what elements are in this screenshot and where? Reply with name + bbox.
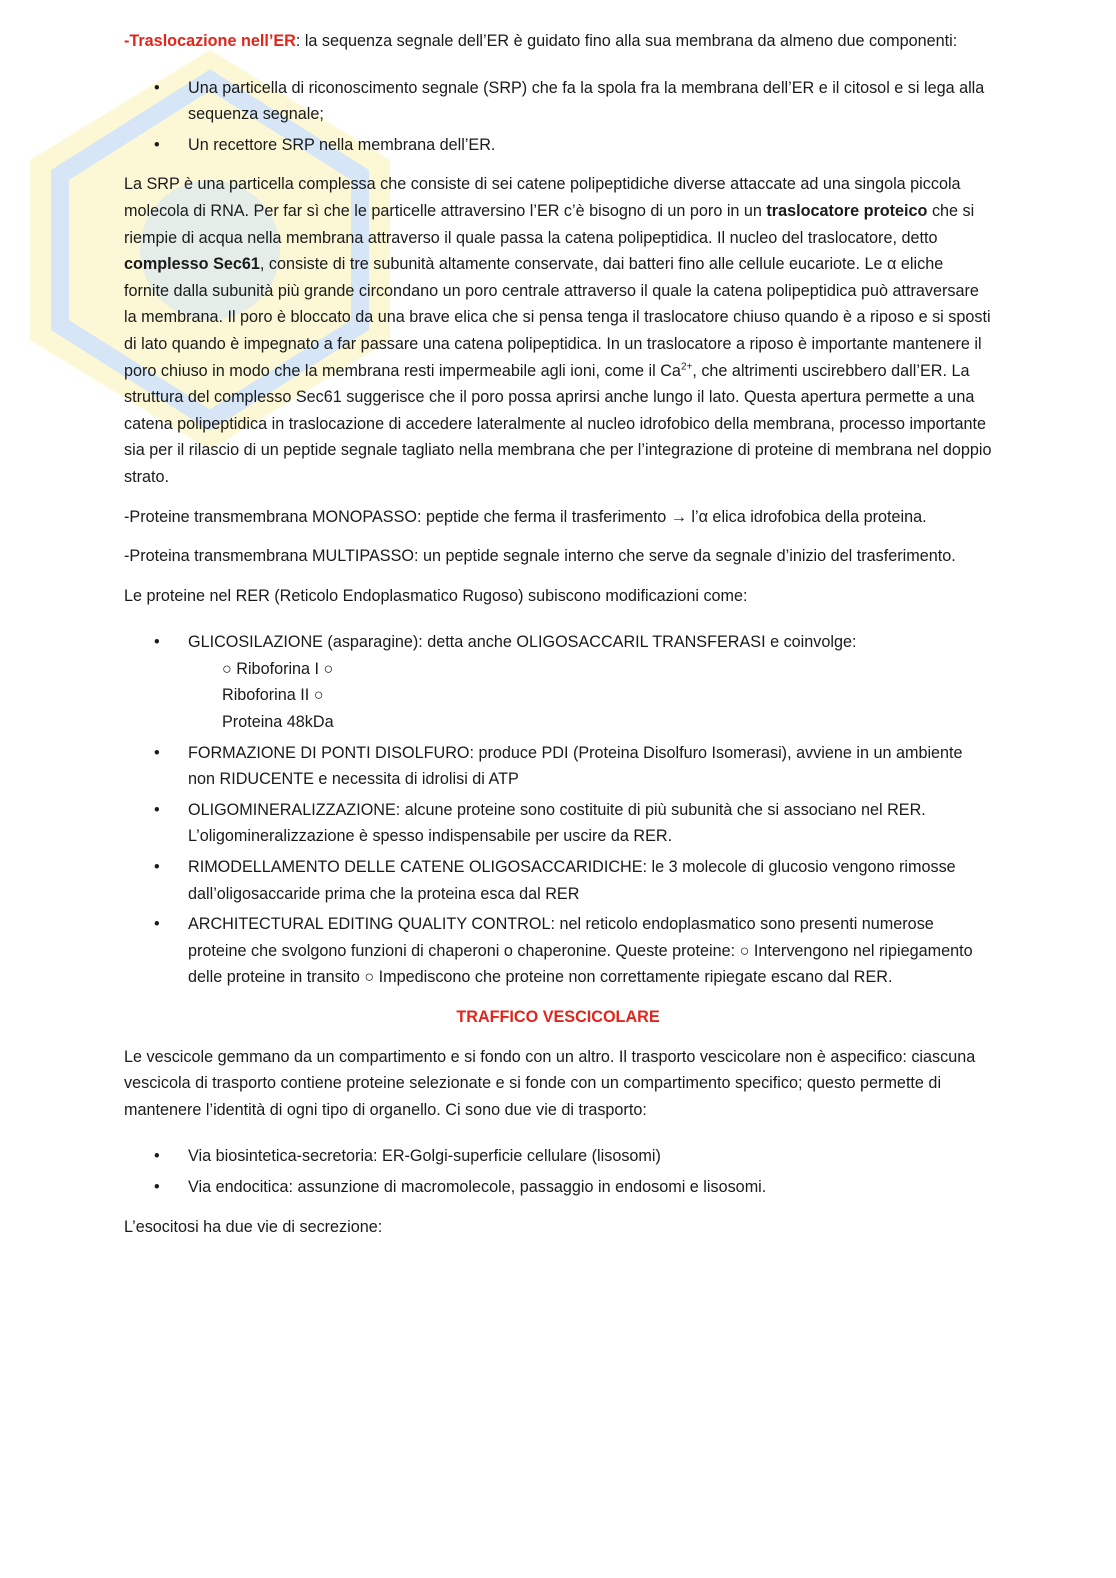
transport-routes-list <box>124 1143 992 1200</box>
list-item: • Via endocitica: assunzione di macromolecole, passaggio in endosomi e lisosomi. <box>124 1174 992 1201</box>
glico-sub-item: Riboforina II ○ <box>222 686 324 705</box>
list-item: • OLIGOMINERALIZZAZIONE: alcune proteine sono costituite di più subunità che si associano nel RER. L’oligomineralizzazione è spesso indispensabile per uscire da RER. <box>124 797 992 850</box>
monopasso-text: -Proteine transmembrana MONOPASSO: peptide che ferma il trasferimento <box>124 507 671 526</box>
srp-bold-sec61: complesso Sec61 <box>124 255 260 274</box>
srp-text-4: , che altrimenti uscirebbero dall’ER. La struttura del complesso Sec61 suggerisce che il poro possa aprirsi anche lungo il lato. Questa apertura permette a una catena polipeptidica in traslocazione di accedere lateralmente al nucleo idrofobico della membrana, processo importante sia per il rilascio di un peptide segnale tagliato nella membrana che per l’integrazione di proteine di membrana nel doppio strato. <box>124 361 992 486</box>
exocytosis-paragraph: L’esocitosi ha due vie di secrezione: <box>124 1217 383 1236</box>
monopasso-text-end: l’α elica idrofobica della proteina. <box>686 507 927 526</box>
list-item: • Via biosintetica-secretoria: ER-Golgi-superficie cellulare (lisosomi) <box>124 1143 992 1170</box>
srp-bold-traslocatore: traslocatore proteico <box>766 201 928 220</box>
srp-text-1: La SRP è una particella complessa che consiste di sei catene polipeptidiche diverse attaccate ad una singola piccola molecola di RNA. Per far sì che le particelle attraversino l’ER c’è bisogno di un poro in un <box>124 175 961 220</box>
traffic-heading: TRAFFICO VESCICOLARE <box>456 1008 660 1026</box>
srp-components-list <box>124 75 992 159</box>
translocation-intro-text: : la sequenza segnale dell’ER è guidato fino alla sua membrana da almeno due componenti: <box>295 32 958 50</box>
translocation-heading: -Traslocazione nell’ER <box>124 32 296 50</box>
srp-text-3: , consiste di tre subunità altamente conservate, dai batteri fino alle cellule eucariote. Le α eliche fornite dalla subunità più grande circondano un poro centrale attraverso il quale la catena polipeptidica può attraversare la membrana. Il poro è bloccato da una brave elica che si pensa tenga il traslocatore chiuso quando è a riposo e si sposti di lato quando è impegnato a far passare una catena polipeptidica. In un traslocatore a riposo è importante mantenere il poro chiuso in modo che la membrana resti impermeabile agli ioni, come il Ca <box>124 255 991 380</box>
list-item: • ARCHITECTURAL EDITING QUALITY CONTROL: nel reticolo endoplasmatico sono presenti numerose proteine che svolgono funzioni di chaperoni o chaperonine. Queste proteine: ○ Intervengono nel ripiegamento delle proteine in transito ○ Impediscono che proteine non correttamente ripiegate escano dal RER. <box>124 911 992 991</box>
multipasso-paragraph: -Proteina transmembrana MULTIPASSO: un peptide segnale interno che serve da segnale d’inizio del trasferimento. <box>124 547 956 566</box>
srp-paragraph <box>124 171 992 490</box>
document-page <box>124 28 992 1253</box>
monopasso-paragraph <box>124 504 992 531</box>
list-item: • FORMAZIONE DI PONTI DISOLFURO: produce PDI (Proteina Disolfuro Isomerasi), avviene in un ambiente non RIDUCENTE e necessita di idrolisi di ATP <box>124 740 992 793</box>
list-item: • Una particella di riconoscimento segnale (SRP) che fa la spola fra la membrana dell’ER e il citosol e si lega alla sequenza segnale; <box>124 75 992 128</box>
list-item <box>124 629 992 735</box>
glico-text: • GLICOSILAZIONE (asparagine): detta anche OLIGOSACCARIL TRANSFERASI e coinvolge: <box>188 633 857 652</box>
arrow-icon: → <box>670 507 687 526</box>
glico-sub-item: ○ Riboforina I ○ <box>222 659 334 678</box>
calcium-superscript: 2+ <box>680 361 693 373</box>
translocation-intro <box>124 28 992 55</box>
rer-intro: Le proteine nel RER (Reticolo Endoplasmatico Rugoso) subiscono modificazioni come: <box>124 586 748 605</box>
vesicle-paragraph: Le vescicole gemmano da un compartimento e si fondo con un altro. Il trasporto vescicolare non è aspecifico: ciascuna vescicola di trasporto contiene proteine selezionate e si fonde con un compartimento specifico; questo permette di mantenere l’identità di ogni tipo di organello. Ci sono due vie di trasporto: <box>124 1047 976 1119</box>
list-item: • Un recettore SRP nella membrana dell’ER. <box>124 132 992 159</box>
glico-sub-item: Proteina 48kDa <box>222 713 334 732</box>
rer-modifications-list <box>124 629 992 991</box>
list-item: • RIMODELLAMENTO DELLE CATENE OLIGOSACCARIDICHE: le 3 molecole di glucosio vengono rimosse dall’oligosaccaride prima che la proteina esca dal RER <box>124 854 992 907</box>
srp-text-2: che si riempie di acqua nella membrana attraverso il quale passa la catena polipeptidica. Il nucleo del traslocatore, detto <box>124 201 975 247</box>
